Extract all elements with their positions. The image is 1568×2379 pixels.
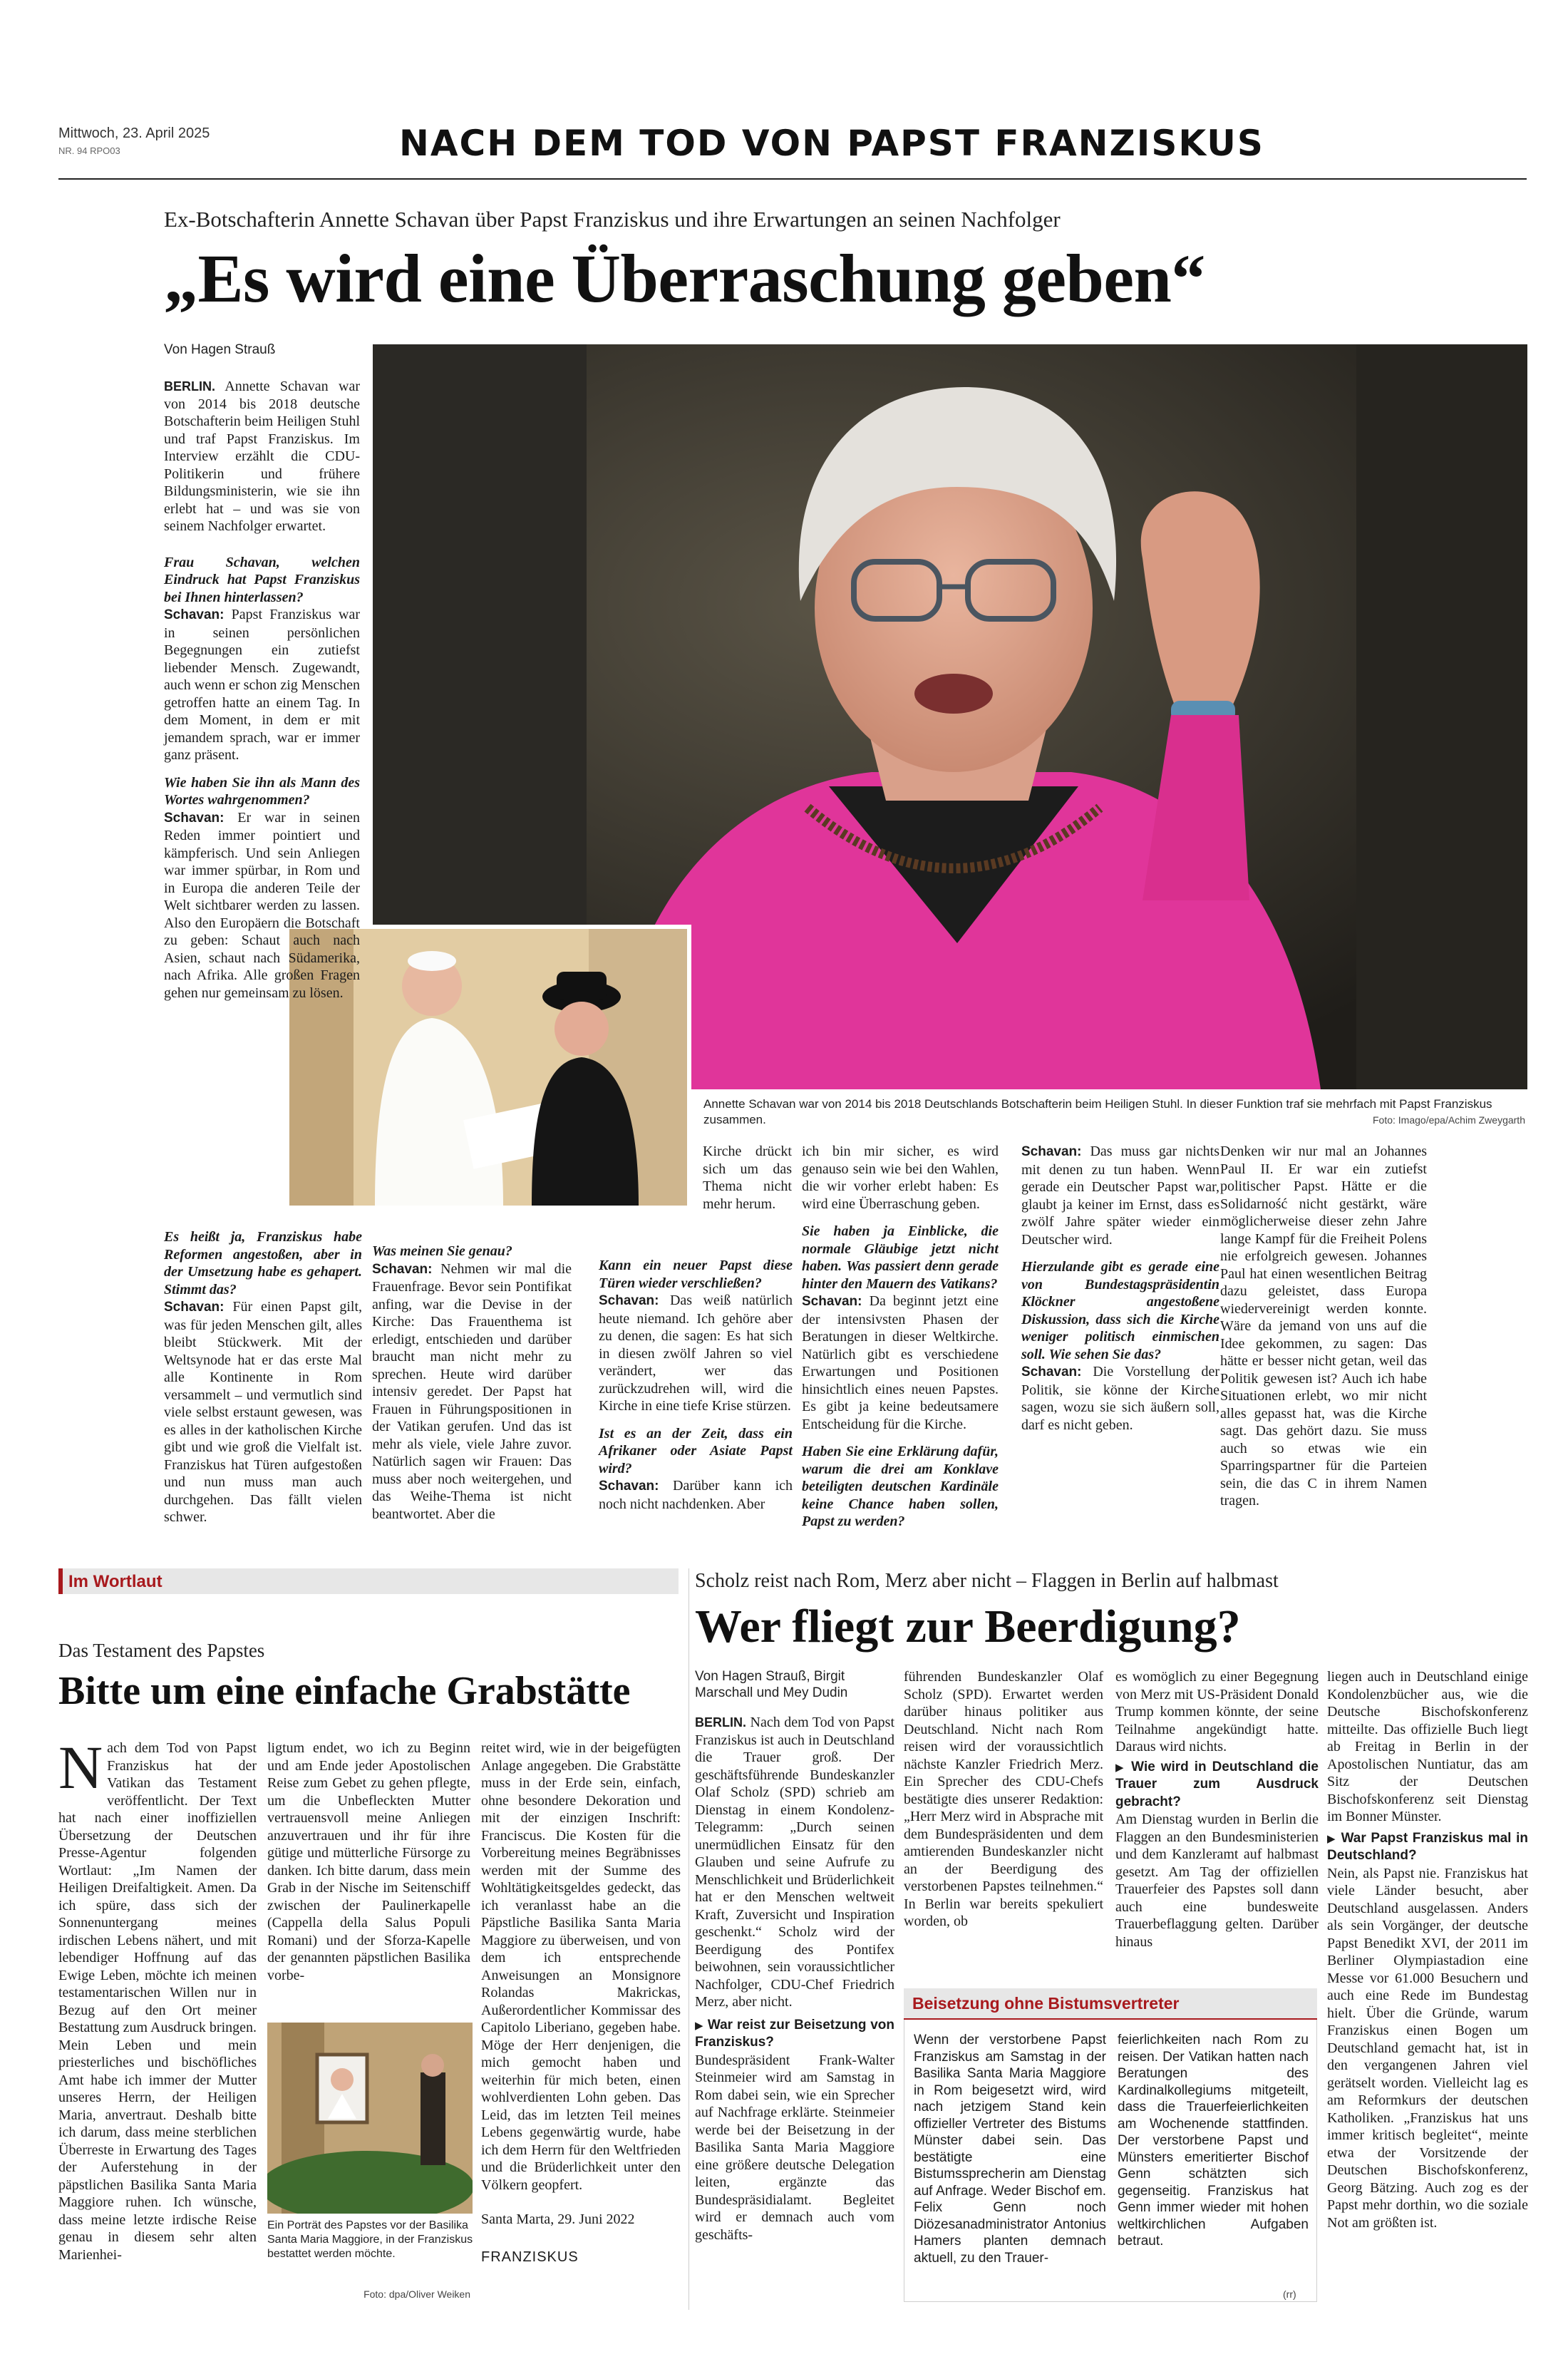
main-col-1 (164, 378, 360, 1002)
bistum-text-1: Wenn der verstorbene Papst Franziskus am Samstag in der Basilika Santa Maria Maggiore in Rom beigesetzt wird, wird nach jetzigem Stand kein offizieller Vertreter des Bistums Münster dabei sein. Das bestätigte eine Bistumssprecherin am Dienstag auf Anfrage. Weder Bischof em. Felix Genn noch Diözesanadministrator Antonius Hamers planten demnach aktuell, zu den Trauer- (914, 2033, 1106, 2266)
main-col-4 (802, 1143, 999, 1531)
main-headline: „Es wird eine Überraschung geben“ (164, 240, 1205, 317)
main-photo-credit: Foto: Imago/epa/Achim Zweygarth (1373, 1114, 1525, 1126)
funeral-lead-place: BERLIN. (695, 1715, 746, 1730)
header-rule (58, 178, 1527, 180)
question-6: Ist es an der Zeit, dass ein Afrikaner oder Asiate Papst wird? (599, 1425, 793, 1476)
bistum-text-2: feierlichkeiten nach Rom zu reisen. Der Vatikan hatten nach Beratungen des Kardinalkollegiums mitgeteilt, dass die Trauerfeierlichkeiten am Wochenende stattfinden. Der verstorbene Papst und Münsters emeritierter Bischof Genn schätzten sich gegenseitig. Franziskus hat Genn immer wieder mit hohen weltkirchlichen Aufgaben betraut. (1118, 2033, 1309, 2249)
answer-6-cont: ich bin mir sicher, es wird genauso sein wie bei den Wahlen, die wir vorher erlebt haben: Es wird eine Überraschung geben. (802, 1144, 999, 1212)
speaker-label: Schavan: (164, 810, 225, 826)
speaker-label: Schavan: (372, 1261, 433, 1277)
triangle-bullet-icon: ▶ (1327, 1831, 1336, 1845)
answer-6: Darüber kann ich noch nicht nachdenken. Aber (599, 1478, 793, 1512)
funeral-text-3: es womöglich zu einer Begegnung von Merz mit US-Präsident Donald Trump kommen könnte, der seine Teilnahme angekündigt hatte. Daraus wird nichts. (1115, 1669, 1319, 1754)
issue-date: Mittwoch, 23. April 2025 (58, 125, 210, 141)
speaker-label: Schavan: (599, 1293, 659, 1308)
funeral-text-4: liegen auch in Deutschland einige Kondolenzbücher aus, wie die Deutsche Bischofskonferenz mitteilte. Das offizielle Buch liegt ab Freitag in Berlin in der Apostolischen Nuntiatur, das am Sitz der Deutschen Bischofskonferenz seit Dienstag im Bonner Münster. (1327, 1669, 1528, 1824)
grave-photo-credit: Foto: dpa/Oliver Weiken (363, 2288, 470, 2300)
bistum-sign: (rr) (1283, 2288, 1296, 2300)
wortlaut-dropcap: N (58, 1733, 103, 1802)
speaker-label: Schavan: (164, 1300, 225, 1315)
question-4: Was meinen Sie genau? (372, 1243, 512, 1259)
funeral-text-4b: Nein, als Papst nie. Franziskus hat viele Länder besucht, aber Deutschland ausgelassen. Anders als sein Vorgänger, der deutsche Papst Benedikt XVI, der 2011 im Berliner Olympiastadion eine Messe vor 61.000 Besuchern und auch eine Rede im Bundestag hielt. Über die Gründe, warum Franziskus einen Bogen um Deutschland gemacht hat, ist in den vergangenen Jahren viel gerätselt worden. Vielleicht lag es am Reformkurs der deutschen Katholiken. „Franziskus hat uns immer kritisch begleitet“, meinte etwa der Vorsitzende der Deutschen Bischofskonferenz, Georg Bätzing. Auch zog es der Papst mehr dorthin, wo die soziale Not am größten ist. (1327, 1865, 1528, 2231)
main-photo-caption: Annette Schavan war von 2014 bis 2018 Deutschlands Botschafterin beim Heiligen Stuhl. In dieser Funktion traf sie mehrfach mit Papst Franziskus zusammen. (703, 1097, 1492, 1126)
bistum-box-col-2 (1118, 2032, 1309, 2250)
funeral-col-4 (1327, 1668, 1528, 2231)
answer-7: Da beginnt jetzt eine der intensivsten Phasen der Beratungen in dieser Weltkirche. Natürlich gibt es verschiedene Erwartungen und Positionen hinsichtlich eines neuen Papstes. Es gibt ja keine bedeutsamere Entscheidung für die Kirche. (802, 1293, 999, 1432)
wortlaut-col-2 (267, 1740, 470, 1984)
triangle-bullet-icon: ▶ (695, 2018, 704, 2032)
speaker-label: Schavan: (1021, 1144, 1082, 1159)
funeral-col-3 (1115, 1668, 1319, 1951)
main-col-6 (1220, 1143, 1427, 1510)
answer-5: Das weiß natürlich heute niemand. Ich gehöre aber zu denen, die sagen: Es hat sich in diesen zwölf Jahren so viel verändert, wer das zurückzudrehen will, wird die Kirche in eine tiefe Krise stürzen. (599, 1293, 793, 1414)
funeral-text-1b: Bundespräsident Frank-Walter Steinmeier wird am Samstag in Rom dabei sein, wie ein Sprecher auf Nachfrage erklärte. Steinmeier werde bei der Beisetzung in der Basilika Santa Maria Maggiore eine größere deutsche Delegation leiten, ergänzte das Bundespräsidialamt. Begleitet wird er demnach auch vom geschäfts- (695, 2052, 894, 2243)
main-col-5 (1021, 1143, 1219, 1434)
lead-text: Annette Schavan war von 2014 bis 2018 deutsche Botschafterin beim Heiligen Stuhl und traf Papst Franziskus. Im Interview erzählt die CDU-Politikerin und frühere Bildungsministerin, wie sie ihn erlebt hat – und was sie von seinem Nachfolger erwartet. (164, 379, 360, 534)
bistum-box-col-1 (914, 2032, 1106, 2266)
funeral-col-1 (695, 1668, 894, 2244)
main-col-3 (599, 1257, 793, 1513)
funeral-subhead-2: Wie wird in Deutschland die Trauer zum Ausdruck gebracht? (1115, 1759, 1319, 1809)
wortlaut-col-1 (58, 1733, 257, 2264)
main-byline: Von Hagen Strauß (164, 342, 276, 357)
basilica-portrait-illustration (267, 2023, 473, 2214)
wortlaut-text-1: ach dem Tod von Papst Franziskus hat der Vatikan das Testament veröffentlicht. Der Text hat nach einer inoffiziellen Übersetzung der Deutschen Presse-Agentur folgenden Wortlaut: „Im Namen der Heiligen Dreifaltigkeit. Amen. Da ich spüre, dass sich der Sonnenuntergang meines irdischen Lebens nähert, und mit lebendiger Hoffnung auf das Ewige Leben, möchte ich meinen testamentarischen Willen nur in Bezug auf den Ort meiner Bestattung zum Ausdruck bringen. Mein Leben und mein priesterliches und bischöfliches Amt habe ich immer der Mutter unseres Herrn, der Heiligen Maria, anvertraut. Deshalb bitte ich darum, dass meine sterblichen Überreste in Erwartung des Tages der Auferstehung in der päpstlichen Basilika Santa Maria Maggiore ruhen. Ich wünsche, dass meine letzte irdische Reise genau in diesem sehr alten Marienhei- (58, 1740, 257, 2263)
answer-4: Nehmen wir mal die Frauenfrage. Bevor sein Pontifikat anfing, war die Devise in der Kirche: Das Frauenthema ist erledigt, entschieden und darüber braucht man nicht mehr zu sprechen. Heute wird darüber intensiv geredet. Der Papst hat Frauen in Führungspositionen in der Vatikan gerufen. Und das ist mehr als viele, viele Jahre zuvor. Natürlich sagen wir Frauen: Das muss aber noch weitergehen, und das Weihe-Thema ist nicht beantwortet. Aber die (372, 1260, 572, 1522)
answer-9: Die Vorstellung der Politik, sie könne der Kirche sagen, wozu sie sich äußern soll, darf es nicht geben. (1021, 1364, 1219, 1433)
speaker-label: Schavan: (1021, 1365, 1082, 1379)
wortlaut-text-2: ligtum endet, wo ich zu Beginn und am Ende jeder Apostolischen Reise zum Gebet zu gehen pflegte, um die Unbefleckten Mutter vertrauensvoll meine Anliegen anzuvertrauen und ihr für ihre gütige und mütterliche Fürsorge zu danken. Ich bitte darum, dass mein Grab in der Nische im Seitenschiff zwischen der Paulinerkapelle (Cappella della Salus Populi Romani) und der Sforza-Kapelle der genannten päpstlichen Basilika vorbe- (267, 1740, 470, 1983)
main-kicker: Ex-Botschafterin Annette Schavan über Papst Franziskus und ihre Erwartungen an seinen Nachfolger (164, 207, 1061, 232)
wortlaut-col-3 (481, 1740, 681, 2266)
question-7: Sie haben ja Einblicke, die normale Gläubige jetzt nicht haben. Was passiert denn gerade hinter den Mauern des Vatikans? (802, 1223, 999, 1292)
speaker-label: Schavan: (164, 607, 225, 622)
triangle-bullet-icon: ▶ (1115, 1760, 1126, 1774)
grave-photo-caption: Ein Porträt des Papstes vor der Basilika Santa Maria Maggiore, in der Franziskus bestattet werden möchte. (267, 2219, 473, 2260)
wortlaut-signoff-name: FRANZISKUS (481, 2249, 579, 2265)
section-title: NACH DEM TOD VON PAPST FRANZISKUS (399, 123, 1264, 164)
wortlaut-accent (58, 1568, 63, 1594)
grave-photo (267, 2023, 473, 2214)
speaker-label: Schavan: (599, 1479, 659, 1494)
question-1: Frau Schavan, welchen Eindruck hat Papst Franziskus bei Ihnen hinterlassen? (164, 554, 360, 605)
funeral-byline: Von Hagen Strauß, Birgit Marschall und Mey Dudin (695, 1669, 848, 1700)
wortlaut-headline: Bitte um eine einfache Grabstätte (58, 1669, 631, 1713)
funeral-col-2 (904, 1668, 1103, 1931)
speaker-label: Schavan: (802, 1294, 862, 1309)
wortlaut-text-3: reitet wird, wie in der beigefügten Anlage angegeben. Die Grabstätte muss in der Erde sein, einfach, ohne besondere Dekoration und mit der einzigen Inschrift: Franciscus. Die Kosten für die Vorbereitung meines Begräbnisses werden mit der Summe des Wohltätigkeitsgeldes gedeckt, das ich veranlasst habe an die Päpstliche Basilika Santa Maria Maggiore zu überweisen, und von dem ich entsprechende Anweisungen an Monsignore Rolandas Makrickas, Außerordentlicher Kommissar des Capitolo Liberiano, gegeben habe. Möge der Herr denjenigen, die mich gemocht haben und weiterhin für mich beten, einen wohlverdienten Lohn geben. Das Leid, das im letzten Teil meines Lebens gegenwärtig wurde, habe ich dem Herrn für den Weltfrieden und die Brüderlichkeit unter den Völkern geopfert. (481, 1740, 681, 2193)
funeral-subhead-1: War reist zur Beisetzung von Franziskus? (695, 2017, 895, 2050)
answer-9-cont: Denken wir nur mal an Johannes Paul II. Er war ein zutiefst politischer Papst. Hätte er die Solidarność nicht gestärkt, wäre möglicherweise dieser zehn Jahre lange Kampf für die Freiheit Polens nie erfolgreich gewesen. Johannes Paul hat einen wesentlichen Beitrag dazu geleistet, dass Europa wiedervereinigt werden konnte. Wäre da jemand von uns auf die Idee gekommen, zu sagen: Das hätte er besser nicht getan, weil das Politik gewesen ist? Auch ich habe Situationen erlebt, wo mir nicht alles gepasst hat, was die Kirche sagt. Das gehört dazu. Sie muss auch so etwas wie ein Sparringspartner für die Parteien sein, die das C in ihrem Namen tragen. (1220, 1144, 1427, 1509)
question-5: Kann ein neuer Papst diese Türen wieder verschließen? (599, 1258, 793, 1291)
answer-3: Für einen Papst gilt, was für jeden Menschen gilt, alles bleibt Stückwerk. Mit der Weltsynode hat er das erste Mal alle Kontinente in Rom versammelt – und vermutlich sind viele selbst erstaunt gewesen, was es alles in der katholischen Kirche gibt und wie groß die Vielfalt ist. Franziskus hat Türen aufgestoßen und nun muss man auch durchgehen. Das fällt vielen schwer. (164, 1299, 363, 1525)
bistum-box-label: Beisetzung ohne Bistumsvertreter (912, 1994, 1180, 2013)
main-col-1b (164, 1228, 362, 1526)
main-col-3a (703, 1143, 792, 1213)
issue-number: NR. 94 RPO03 (58, 145, 120, 156)
answer-8: Das muss gar nichts mit denen zu tun haben. Wenn gerade ein Deutscher Papst war, glaubt ja keiner im Ernst, dass es zwölf Jahre später wieder ein Deutscher wird. (1021, 1144, 1219, 1248)
lead-place: BERLIN. (164, 379, 215, 394)
main-col-2 (372, 1243, 572, 1523)
funeral-text-1: Nach dem Tod von Papst Franziskus ist auch in Deutschland die Trauer groß. Der geschäftsführende Bundeskanzler Olaf Scholz (SPD) schrieb am Dienstag in einem Kondolenz-Telegramm: „Durch seinen unermüdlichen Einsatz für den Glauben und seine Aufrufe zu Menschlichkeit und Brüderlichkeit hat er den Menschen weltweit Kraft, Zuversicht und Inspiration geschenkt.“ Scholz wird der Beerdigung des Pontifex beiwohnen, sein voraussichtlicher Nachfolger, CDU-Chef Friedrich Merz, aber nicht. (695, 1715, 894, 2010)
question-2: Wie haben Sie ihn als Mann des Wortes wahrgenommen? (164, 774, 360, 808)
wortlaut-label: Im Wortlaut (68, 1572, 163, 1591)
funeral-subhead-3: War Papst Franziskus mal in Deutschland? (1327, 1830, 1528, 1863)
funeral-kicker: Scholz reist nach Rom, Merz aber nicht – Flaggen in Berlin auf halbmast (695, 1570, 1279, 1592)
funeral-headline: Wer fliegt zur Beerdigung? (695, 1600, 1241, 1653)
question-3: Es heißt ja, Franziskus habe Reformen angestoßen, aber in der Umsetzung habe es gehapert. Stimmt das? (164, 1229, 362, 1298)
wortlaut-signoff-place: Santa Marta, 29. Juni 2022 (481, 2211, 635, 2227)
funeral-text-3b: Am Dienstag wurden in Berlin die Flaggen an den Bundesministerien und dem Kanzleramt auf halbmast gesetzt. Am Tag der offiziellen Trauerfeier des Papstes soll dann auch eine bundesweite Trauerbeflaggung gelten. Darüber hinaus (1115, 1812, 1319, 1950)
answer-2: Er war in seinen Reden immer pointiert und kämpferisch. Und sein Anliegen war immer spürbar, in Rom und in Europa die anderen Teile der Welt sichtbarer werden zu lassen. Also den Europäern die Botschaft zu geben: Schaut auch nach Asien, schaut nach Südamerika, nach Afrika. Alle großen Fragen gehen nur gemeinsam zu lösen. (164, 809, 360, 1001)
funeral-text-2: führenden Bundeskanzler Olaf Scholz (SPD). Erwartet werden darüber hinaus politiker aus Deutschland. Nicht nach Rom reisen wird der voraussichtlich nächste Kanzler Friedrich Merz. Ein Sprecher des CDU-Chefs bestätigte dies unserer Redaktion: „Herr Merz wird in Absprache mit dem Bundespräsidenten und dem amtierenden Bundeskanzler nicht an der Beerdigung des verstorbenen Papstes teilnehmen.“ In Berlin war bereits spekuliert worden, ob (904, 1669, 1103, 1929)
answer-1: Papst Franziskus war in seinen persönlichen Begegnungen ein zutiefst liebender Mensch. Zugewandt, auch wenn er schon zig Menschen getroffen hatte an einem Tag. In dem Moment, in dem er mit jemandem sprach, war er immer ganz präsent. (164, 607, 361, 763)
column-divider (688, 1568, 689, 2310)
question-9: Hierzulande gibt es gerade eine von Bundestagspräsidentin Klöckner angestoßene Diskussion, dass sich die Kirche weniger politisch einmischen soll. Wie sehen Sie das? (1021, 1259, 1219, 1362)
wortlaut-kicker: Das Testament des Papstes (58, 1640, 265, 1661)
answer-4-cont: Kirche drückt sich um das Thema nicht mehr herum. (703, 1144, 792, 1212)
question-8: Haben Sie eine Erklärung dafür, warum die drei am Konklave beteiligten deutschen Kardinäle keine Chance haben sollen, Papst zu werden? (802, 1444, 999, 1529)
